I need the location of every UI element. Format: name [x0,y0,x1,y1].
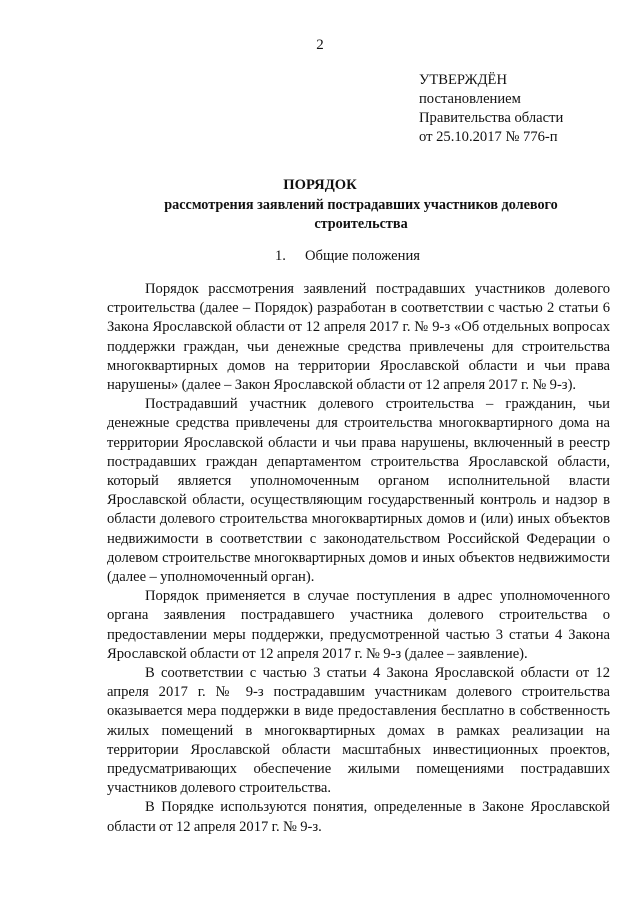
section-heading [275,247,420,266]
section-title: Общие положения [305,248,420,264]
document-title: ПОРЯДОК [283,177,357,193]
paragraph: В соответствии с частью 3 статьи 4 Закона Ярославской области от 12 апреля 2017 г. № 9-з пострадавшим участникам долевого строительства оказывается мера поддержки в виде предоставления бесплатно в собственность жилых помещений в многоквартирных домах в рамках реализации на территории Ярославской области масштабных инвестиционных проектов, предусматривающих обеспечение жилыми помещениями пострадавших участников долевого строительства. [107,665,610,797]
approval-stamp [419,71,629,147]
paragraph: Пострадавший участник долевого строительства – гражданин, чьи денежные средства привлечены для строительства многоквартирного дома на территории Ярославской области и чьи права нарушены, включенный в реестр пострадавших граждан департаментом строительства Ярославской области, который является уполномоченным органом исполнительной власти Ярославской области, осуществляющим государственный контроль и надзор в области долевого строительства многоквартирных домов и (или) иных объектов недвижимости в соответствии с законодательством Российской Федерации о долевом строительстве многоквартирных домов и иных объектов недвижимости (далее – уполномоченный орган). [107,396,610,586]
paragraph: Порядок применяется в случае поступления в адрес уполномоченного органа заявления пострадавшего участника долевого строительства о предоставлении меры поддержки, предусмотренной частью 3 статьи 4 Закона Ярославской области от 12 апреля 2017 г. № 9-з (далее – заявление). [107,588,610,662]
page-number: 2 [316,37,324,53]
approval-line: Правительства области [419,110,564,126]
document-subtitle: рассмотрения заявлений пострадавших участников долевого строительства [164,197,558,232]
approval-line: от 25.10.2017 № 776-п [419,129,558,145]
paragraph: В Порядке используются понятия, определенные в Законе Ярославской области от 12 апреля 2017 г. № 9-з. [107,799,610,835]
paragraph: Порядок рассмотрения заявлений пострадавших участников долевого строительства (далее – Порядок) разработан в соответствии с частью 2 статьи 6 Закона Ярославской области от 12 апреля 2017 г. № 9-з «Об отдельных вопросах поддержки граждан, чьи денежные средства привлечены для строительства многоквартирных домов на территории Ярославской области и чьи права нарушены» (далее – Закон Ярославской области от 12 апреля 2017 г. № 9-з). [107,281,610,394]
document-body [107,280,610,837]
approval-line: УТВЕРЖДЁН [419,72,507,88]
approval-line: постановлением [419,91,521,107]
section-number: 1. [275,248,286,264]
